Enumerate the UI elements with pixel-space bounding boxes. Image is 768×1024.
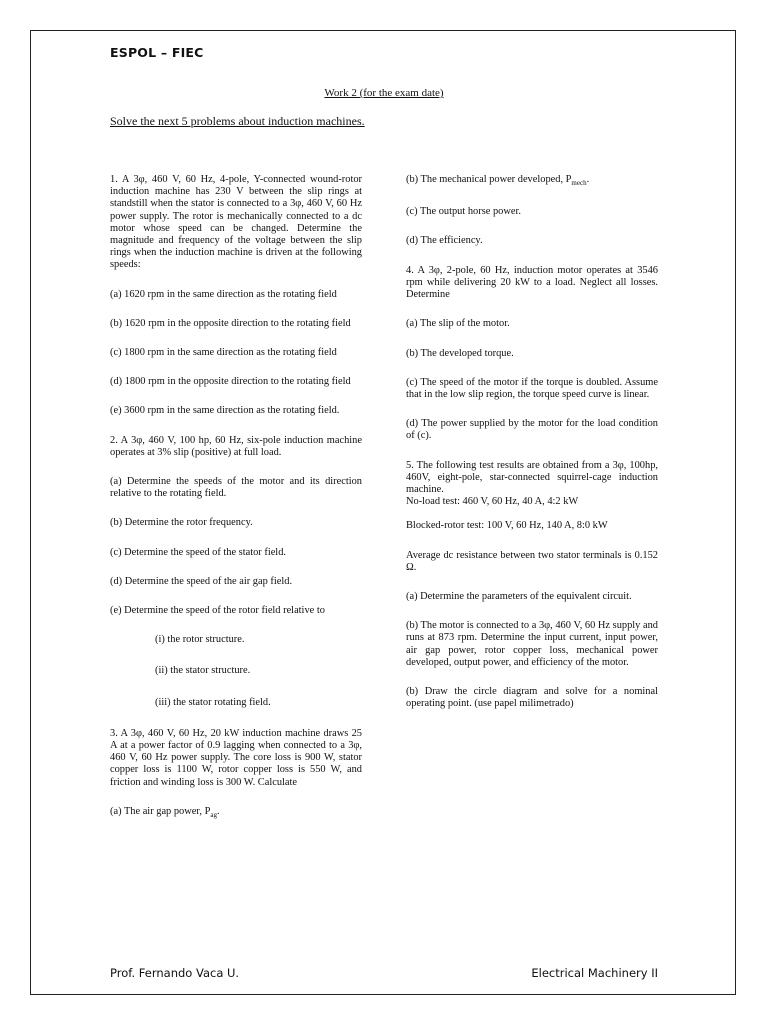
header-institution: ESPOL – FIEC [110,45,204,60]
problem-5: 5. The following test results are obtained from a 3φ, 100hp, 460V, eight-pole, star-connected squirrel-cage induction machine. No-load test: 460 V, 60 Hz, 40 A, 4:2 kW [406,459,658,508]
right-column [406,174,658,727]
problem-1: 1. A 3φ, 460 V, 60 Hz, 4-pole, Y-connected wound-rotor induction machine has 230 V between the slip rings at standstill when the stator is connected to a 3φ, 460 V, 60 Hz power supply. The rotor is mechanically connected to a dc motor whose speed can be changed. Determine the magnitude and frequency of the voltage between the slip rings when the induction machine is driven at the following speeds: [110,174,362,271]
problem-5b-circle: (b) Draw the circle diagram and solve for a nominal operating point. (use papel milimetrado) [406,685,658,710]
problem-3b: (b) The mechanical power developed, $P_{mech}$. [406,174,590,188]
problem-3: 3. A 3φ, 460 V, 60 Hz, 20 kW induction machine draws 25 A at a power factor of 0.9 lagging when connected to a 3φ, 460 V, 60 Hz power supply. The core loss is 900 W, stator copper loss is 1100 W, rotor copper loss is 550 W, and friction and winding loss is 300 W. Calculate [110,727,362,788]
problem-4: 4. A 3φ, 2-pole, 60 Hz, induction motor operates at 3546 rpm while delivering 20 kW to a load. Neglect all losses. Determine [406,264,658,301]
problem-5a: (a) Determine the parameters of the equivalent circuit. [406,590,632,602]
problem-1a: (a) 1620 rpm in the same direction as the rotating field [110,288,337,300]
problem-1d: (d) 1800 rpm in the opposite direction to the rotating field [110,376,351,388]
problem-3c: (c) The output horse power. [406,206,521,218]
footer-professor: Prof. Fernando Vaca U. [110,966,240,980]
problem-2e-iii: (iii) the stator rotating field. [155,696,271,708]
problem-2e-ii: (ii) the stator structure. [155,665,251,677]
problem-1b: (b) 1620 rpm in the opposite direction to the rotating field [110,317,351,329]
problem-1e: (e) 3600 rpm in the same direction as the rotating field. [110,405,340,417]
problem-4c: (c) The speed of the motor if the torque is doubled. Assume that in the low slip region, the torque speed curve is linear. [406,376,658,400]
problem-3d: (d) The efficiency. [406,235,483,247]
blocked-rotor-test: Blocked-rotor test: 100 V, 60 Hz, 140 A, 8:0 kW [406,520,608,532]
problem-2b: (b) Determine the rotor frequency. [110,517,253,529]
problem-2d: (d) Determine the speed of the air gap field. [110,575,293,587]
problem-2c: (c) Determine the speed of the stator field. [110,546,286,558]
problem-2a: (a) Determine the speeds of the motor and its direction relative to the rotating field. [110,476,362,500]
problem-4a: (a) The slip of the motor. [406,318,510,330]
problem-5b: (b) The motor is connected to a 3φ, 460 V, 60 Hz supply and runs at 873 rpm. Determine the input current, input power, air gap power, rotor copper loss, mechanical power developed, output power, and efficiency of the motor. [406,620,658,668]
footer-course: Electrical Machinery II [531,966,658,980]
problem-4d: (d) The power supplied by the motor for the load condition of (c). [406,418,658,442]
document-subtitle: Work 2 (for the exam date) [324,87,444,99]
problem-2e: (e) Determine the speed of the rotor field relative to [110,605,325,617]
dc-resistance: Average dc resistance between two stator terminals is 0.152 Ω. [406,549,658,573]
left-column [110,174,362,838]
problem-1c: (c) 1800 rpm in the same direction as the rotating field [110,347,337,359]
no-load-test: No-load test: 460 V, 60 Hz, 40 A, 4:2 kW [406,496,579,508]
instruction-text: Solve the next 5 problems about induction machines. [110,114,365,128]
problem-2e-i: (i) the rotor structure. [155,634,245,646]
problem-4b: (b) The developed torque. [406,347,514,359]
problem-3a: (a) The air gap power, $P_{ag}$. [110,805,220,819]
problem-2: 2. A 3φ, 460 V, 100 hp, 60 Hz, six-pole induction machine operates at 3% slip (positive) at full load. [110,434,362,458]
